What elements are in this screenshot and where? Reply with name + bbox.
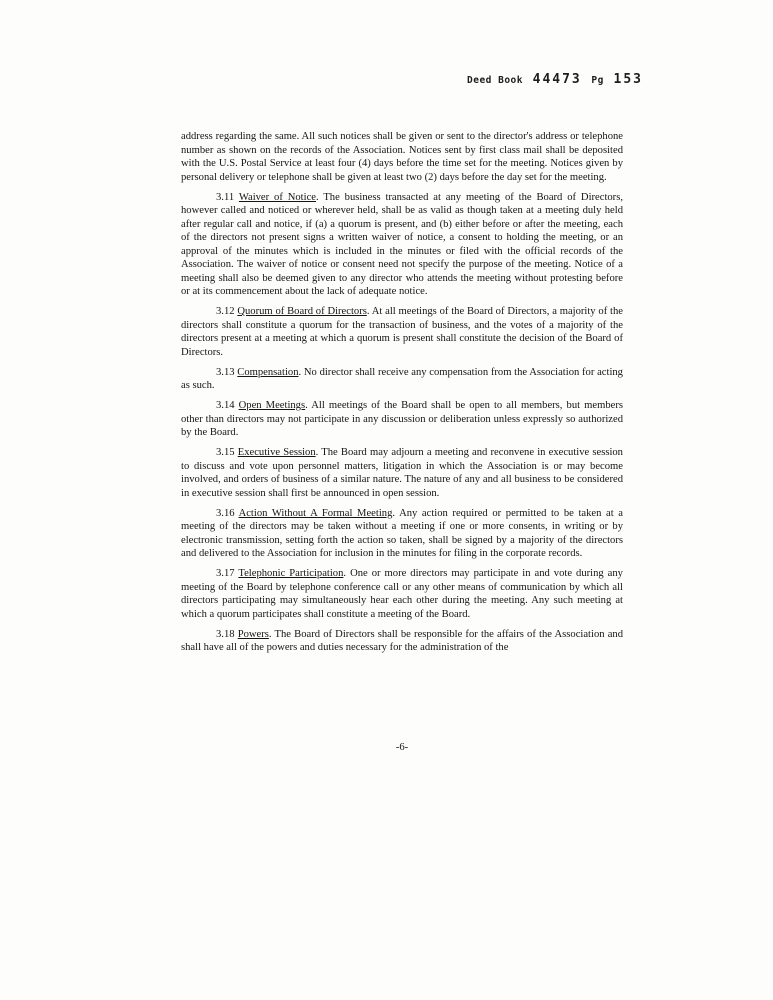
stamp-page-number: 153: [613, 72, 643, 87]
page-number-footer: -6-: [395, 742, 409, 753]
section-body-text: No director shall receive any compensation from the Association for acting as such.: [181, 366, 623, 391]
section-body-text: The Board may adjourn a meeting and reconvene in executive session to discuss and vote upon personnel matters, litigation in which the Association is or may become involved, and orders of business of a similar nature. The nature of any and all business to be considered in executive session shall first be announced in open session.: [181, 447, 623, 499]
section-paragraph: [181, 366, 623, 393]
deed-book-label: Deed Book: [467, 75, 523, 86]
section-title: Open Meetings: [238, 400, 306, 411]
section-title: Powers: [237, 628, 269, 640]
section-number: 3.12: [216, 306, 235, 317]
section-paragraph: [181, 399, 623, 440]
pg-label: Pg: [591, 75, 604, 86]
continuation-paragraph: address regarding the same. All such notices shall be given or sent to the director's address or telephone number as shown on the records of the Association. Notices sent by first class mail shall be deposited with the U.S. Postal Service at least four (4) days before the time set for the meeting. Notices given by personal delivery or telephone shall be given at least two (2) days before the day set for the meeting.: [181, 131, 623, 183]
section-number: 3.13: [216, 366, 235, 378]
section-paragraph: [181, 191, 623, 299]
section-title: Telephonic Participation: [238, 568, 344, 579]
section-title: Compensation: [237, 366, 299, 378]
section-title-period: .: [392, 507, 396, 519]
section-body-text: The business transacted at any meeting of the Board of Directors, however called and noticed or wherever held, shall be as valid as though taken at a meeting duly held after regular call and notice, if (a) a quorum is present, and (b) either before or after the meeting, each of the directors not present signs a written waiver of notice, a consent to holding the meeting, or an approval of the minutes which is included in the minutes or filed with the official records of the Association. The waiver of notice or consent need not specify the purpose of the meeting. Notice of a meeting shall also be deemed given to any director who attends the meeting without protesting before or at its commencement about the lack of adequate notice.: [181, 191, 623, 297]
section-title: Executive Session: [237, 447, 316, 458]
section-number: 3.16: [216, 507, 235, 519]
section-body-text: All meetings of the Board shall be open to all members, but members other than directors may not participate in any discussion or deliberation unless expressly so authorized by the Board.: [181, 400, 623, 438]
document-body: [181, 130, 623, 661]
section-number: 3.11: [216, 191, 235, 203]
section-title-period: .: [268, 628, 272, 640]
section-paragraph: [181, 305, 623, 359]
section-paragraph: [181, 507, 623, 561]
section-paragraph: [181, 446, 623, 500]
section-title-period: .: [366, 306, 370, 317]
section-paragraph: [181, 628, 623, 655]
section-paragraph: [181, 567, 623, 621]
section-title: Action Without A Formal Meeting: [238, 507, 393, 519]
section-title-period: .: [315, 191, 319, 203]
section-body-text: The Board of Directors shall be responsible for the affairs of the Association and shall have all of the powers and duties necessary for the administration of the: [181, 628, 623, 653]
section-title-period: .: [343, 568, 347, 579]
section-number: 3.14: [216, 400, 235, 411]
section-body-text: At all meetings of the Board of Directors, a majority of the directors shall constitute a quorum for the transaction of business, and the votes of a majority of the directors present at a meeting at which a quorum is present shall constitute the decision of the Board of Directors.: [181, 306, 623, 358]
section-body-text: One or more directors may participate in and vote during any meeting of the Board by telephone conference call or any other means of communication by which all directors participating may simultaneously hear each other during the meeting. Any such meeting at which a quorum participates shall constitute a meeting of the Board.: [181, 568, 623, 620]
deed-book-number: 44473: [532, 72, 582, 87]
section-body-text: Any action required or permitted to be taken at a meeting of the directors may be taken without a meeting if one or more consents, in writing or by electronic transmission, setting forth the action so taken, shall be signed by a majority of the directors and delivered to the Association for inclusion in the minutes for filing in the corporate records.: [181, 507, 623, 559]
section-number: 3.15: [216, 447, 235, 458]
section-number: 3.17: [216, 568, 235, 579]
section-title-period: .: [315, 447, 319, 458]
section-title: Quorum of Board of Directors: [237, 306, 367, 317]
section-title-period: .: [298, 366, 302, 378]
deed-book-stamp: [467, 68, 643, 87]
section-title-period: .: [305, 400, 308, 411]
section-number: 3.18: [216, 628, 235, 640]
section-title: Waiver of Notice: [238, 191, 316, 203]
